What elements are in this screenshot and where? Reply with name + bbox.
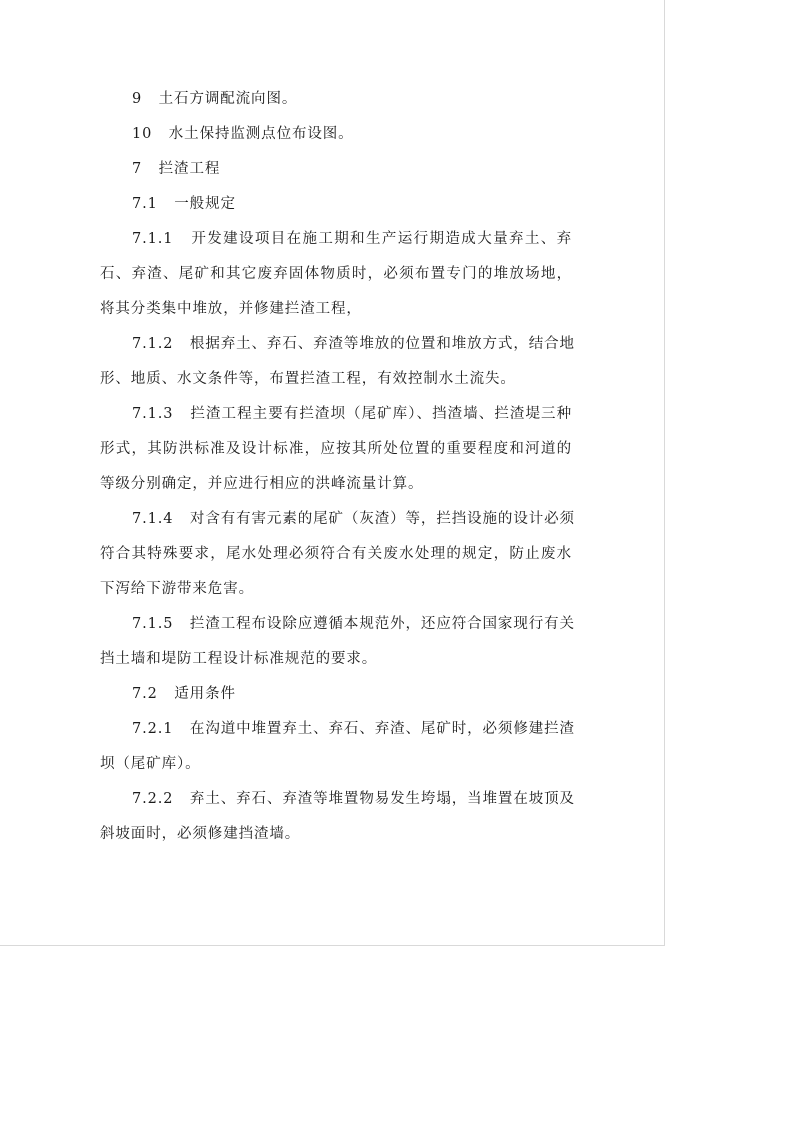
paragraph-line: 将其分类集中堆放，并修建拦渣工程，	[100, 301, 362, 317]
paragraph-line: 挡土墙和堤防工程设计标准规范的要求。	[100, 651, 378, 667]
paragraph-line: 9 土石方调配流向图。	[132, 91, 298, 107]
paragraph-line: 斜坡面时，必须修建挡渣墙。	[100, 826, 301, 842]
subsection-heading: 7.1 一般规定	[132, 196, 236, 212]
paragraph-line: 符合其特殊要求，尾水处理必须符合有关废水处理的规定，防止废水	[100, 546, 572, 562]
paragraph-line: 石、弃渣、尾矿和其它废弃固体物质时，必须布置专门的堆放场地，	[100, 266, 572, 282]
paragraph-line: 7.1.4 对含有有害元素的尾矿（灰渣）等，拦挡设施的设计必须	[132, 511, 575, 527]
paragraph-line: 形、地质、水文条件等，布置拦渣工程，有效控制水土流失。	[100, 371, 516, 387]
paragraph-line: 7.1.1 开发建设项目在施工期和生产运行期造成大量弃土、弃	[132, 231, 572, 247]
paragraph-line: 7.1.3 拦渣工程主要有拦渣坝（尾矿库）、挡渣墙、拦渣堤三种	[132, 406, 572, 422]
document-body	[100, 82, 575, 852]
paragraph-line: 7.2.2 弃土、弃石、弃渣等堆置物易发生垮塌，当堆置在坡顶及	[132, 791, 575, 807]
paragraph-line: 坝（尾矿库）。	[100, 756, 201, 772]
paragraph-line: 下泻给下游带来危害。	[100, 581, 254, 597]
paragraph-line: 7.2.1 在沟道中堆置弃土、弃石、弃渣、尾矿时，必须修建拦渣	[132, 721, 575, 737]
paragraph-line: 等级分别确定，并应进行相应的洪峰流量计算。	[100, 476, 424, 492]
subsection-heading: 7.2 适用条件	[132, 686, 236, 702]
section-heading: 7 拦渣工程	[132, 161, 221, 177]
paragraph-line: 10 水土保持监测点位布设图。	[132, 126, 354, 142]
paragraph-line: 形式，其防洪标准及设计标准，应按其所处位置的重要程度和河道的	[100, 441, 572, 457]
paragraph-line: 7.1.5 拦渣工程布设除应遵循本规范外，还应符合国家现行有关	[132, 616, 575, 632]
paragraph-line: 7.1.2 根据弃土、弃石、弃渣等堆放的位置和堆放方式，结合地	[132, 336, 575, 352]
